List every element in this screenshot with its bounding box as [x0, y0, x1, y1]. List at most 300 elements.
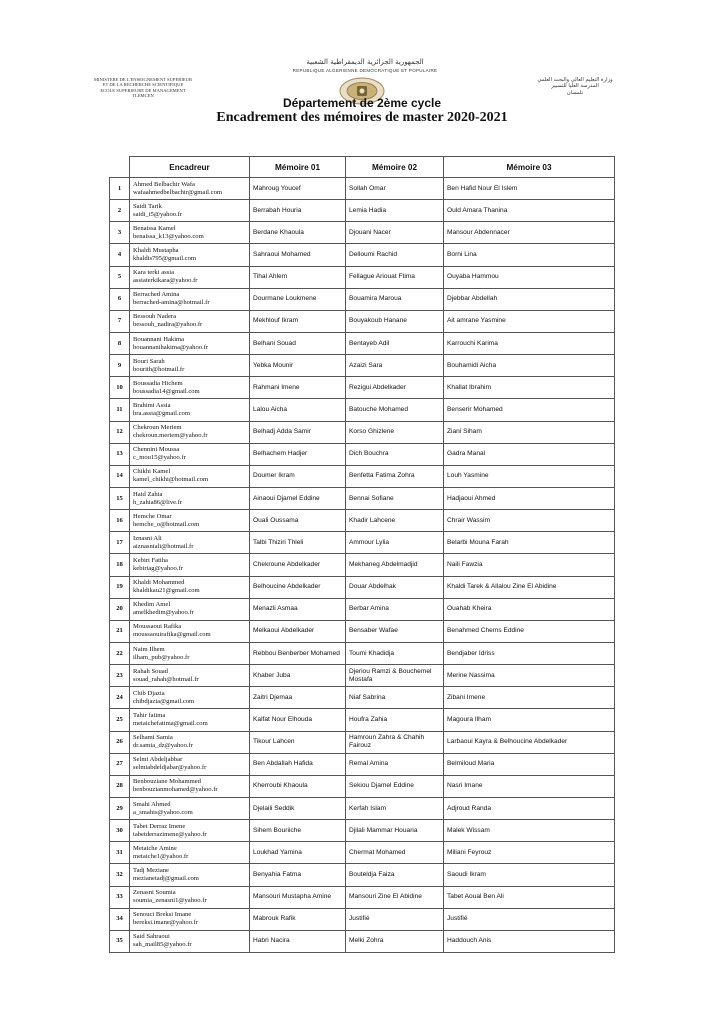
memoire-01-cell: Mansouri Mustapha Amine [250, 886, 346, 908]
row-number: 23 [110, 665, 130, 687]
supervisor-name: Kara terki assia [133, 269, 175, 277]
table-row [110, 864, 615, 886]
supervisor-email: sah_mail85@yahoo.fr [133, 941, 192, 949]
memoire-01-cell: Chekroune Abdelkader [250, 554, 346, 576]
supervisor-name: Haid Zahia [133, 490, 163, 498]
memoire-01-cell: Rahmani Imene [250, 377, 346, 399]
table-row [110, 842, 615, 864]
row-number: 13 [110, 443, 130, 465]
memoire-03-cell: Gadra Manal [444, 443, 615, 465]
supervisor-cell [130, 266, 250, 288]
supervisor-email: chekroun.meriem@yahoo.fr [133, 432, 208, 440]
memoire-02-cell: Azaizi Sara [346, 355, 444, 377]
memoire-02-cell: Rezigui Abdelkader [346, 377, 444, 399]
memoire-01-cell: Zaitri Djemaa [250, 687, 346, 709]
row-number: 27 [110, 753, 130, 775]
supervisor-email: souad_rahah@hotmail.fr [133, 675, 199, 683]
memoire-03-cell: Khallat Ibrahim [444, 377, 615, 399]
supervisor-email: bourith@hotmail.fr [133, 365, 185, 373]
memoire-02-cell: Toumi Khadidja [346, 642, 444, 664]
memoire-01-cell: Lalou Aicha [250, 399, 346, 421]
supervisor-name: Tabet Derraz Imene [133, 822, 186, 830]
memoire-01-cell: Belhani Souad [250, 332, 346, 354]
supervisor-name: Boussadia Hichem [133, 379, 183, 387]
memoire-03-cell: Belarbi Mouna Farah [444, 532, 615, 554]
memoire-01-cell: Mahroug Youcef [250, 178, 346, 200]
table-header-row [110, 157, 615, 178]
supervisor-cell [130, 908, 250, 930]
header-right-line: وزارة التعليم العالي والبحث العلمي [537, 77, 613, 83]
supervisor-cell [130, 222, 250, 244]
header-left-line: ECOLE SUPERIEURE DE MANAGEMENT [100, 87, 186, 93]
header-right-institution [500, 77, 650, 96]
supervisor-name: Bouri Sarah [133, 357, 165, 365]
header-encadreur: Encadreur [130, 157, 250, 178]
supervisor-name: Said Sahraoui [133, 933, 170, 941]
row-number: 17 [110, 532, 130, 554]
memoire-02-cell: Berbar Amina [346, 598, 444, 620]
memoire-03-cell: Chrair Wassim [444, 510, 615, 532]
memoire-03-cell: Borni Lina [444, 244, 615, 266]
memoire-02-cell: Niaf Sabrina [346, 687, 444, 709]
document-title: Encadrement des mémoires de master 2020-2021 [216, 110, 508, 125]
supervisor-email: kamel_chikhi@hotmail.com [133, 476, 209, 484]
supervisor-cell [130, 709, 250, 731]
header-left-line: MINISTERE DE L'ENSEIGNEMENT SUPERIEUR [93, 77, 193, 82]
supervisor-name: Chikhi Kamel [133, 468, 171, 476]
supervisor-email: dr.samia_dz@yahoo.fr [133, 742, 193, 750]
table-row [110, 421, 615, 443]
row-number: 28 [110, 775, 130, 797]
supervisor-name: Bessouh Nadera [133, 313, 177, 321]
table-row [110, 487, 615, 509]
memoire-01-cell: Khaber Juba [250, 665, 346, 687]
supervisor-email: saidi_t5@yahoo.fr [133, 210, 183, 218]
supervisor-name: Saidi Tarik [133, 202, 162, 210]
supervisor-cell [130, 886, 250, 908]
supervisor-email: bereksi.imane@yahoo.fr [133, 919, 199, 927]
supervisor-name: Zenasni Soumia [133, 889, 176, 897]
supervisor-email: a_smahis@yahoo.com [133, 808, 193, 816]
memoire-02-cell: Remal Amina [346, 753, 444, 775]
memoire-01-cell: Kherroubi Khaoula [250, 775, 346, 797]
supervisor-name: Bouannani Hakima [133, 335, 185, 343]
table-row [110, 598, 615, 620]
memoire-02-cell: Sekiou Djamel Eddine [346, 775, 444, 797]
memoire-03-cell: Nasri Imane [444, 775, 615, 797]
supervisor-name: Khaldi Mustapha [133, 246, 179, 254]
header-memoire-02: Mémoire 02 [346, 157, 444, 178]
memoire-01-cell: Yebka Mounir [250, 355, 346, 377]
memoire-02-cell: Delloumi Rachid [346, 244, 444, 266]
supervisor-name: Benaissa Kamel [133, 224, 176, 232]
memoire-01-cell: Sahraoui Mohamed [250, 244, 346, 266]
supervisor-email: bra.assia@gmail.com [133, 409, 190, 417]
table-row [110, 930, 615, 952]
table-row [110, 178, 615, 200]
memoire-03-cell: Zibani Imene [444, 687, 615, 709]
supervisor-email: bessouh_nadira@yahoo.fr [133, 321, 203, 329]
memoire-02-cell: Korso Ghizlene [346, 421, 444, 443]
row-number: 8 [110, 332, 130, 354]
supervisor-email: kebiriag@yahoo.fr [133, 564, 183, 572]
memoire-01-cell: Rebbou Benberber Mohamed [250, 642, 346, 664]
memoire-02-cell: Lemia Hadia [346, 200, 444, 222]
memoire-03-cell: Malek Wissam [444, 820, 615, 842]
memoire-02-cell: Khadir Lahcene [346, 510, 444, 532]
memoire-03-cell: Larbaoui Kayra & Belhoucine Abdelkader [444, 731, 615, 753]
memoire-03-cell: Saoudi Ikram [444, 864, 615, 886]
memoire-03-cell: Tabet Aoual Ben Ali [444, 886, 615, 908]
table-row [110, 820, 615, 842]
table-row [110, 554, 615, 576]
supervisor-name: Moussaoui Rafika [133, 623, 182, 631]
memoire-01-cell: Mekhlouf Ikram [250, 310, 346, 332]
supervisor-name: Hemche Omar [133, 512, 172, 520]
memoire-01-cell: Belhadj Adda Samir [250, 421, 346, 443]
department-heading: Département de 2ème cycle [282, 96, 442, 110]
supervisor-cell [130, 842, 250, 864]
table-row [110, 355, 615, 377]
memoire-03-cell: Louh Yasmine [444, 465, 615, 487]
memoire-02-cell: Mekhaneg Abdelmadjid [346, 554, 444, 576]
table-row [110, 222, 615, 244]
supervisor-name: Iznasni Ali [133, 534, 162, 542]
memoire-01-cell: Belhachem Hadjer [250, 443, 346, 465]
table-row [110, 642, 615, 664]
memoire-02-cell: Justifié [346, 908, 444, 930]
table-row [110, 310, 615, 332]
header-right-line: تلمسان [566, 89, 584, 96]
supervisor-cell [130, 421, 250, 443]
memoire-03-cell: Justifié [444, 908, 615, 930]
memoire-01-cell: Habri Nacira [250, 930, 346, 952]
row-number: 12 [110, 421, 130, 443]
supervisor-cell [130, 510, 250, 532]
header-memoire-01: Mémoire 01 [250, 157, 346, 178]
row-number: 33 [110, 886, 130, 908]
supervisor-cell [130, 332, 250, 354]
table-row [110, 377, 615, 399]
row-number: 11 [110, 399, 130, 421]
supervisor-name: Tadj Meziane [133, 866, 169, 874]
memoire-02-cell: Bensaber Wafae [346, 620, 444, 642]
memoire-03-cell: Ouyaba Hammou [444, 266, 615, 288]
memoire-03-cell: Hadjaoui Ahmed [444, 487, 615, 509]
memoire-01-cell: Tihal Ahlem [250, 266, 346, 288]
memoire-01-cell: Sihem Bouriiche [250, 820, 346, 842]
memoire-03-cell: Miliani Feyrouz [444, 842, 615, 864]
memoire-01-cell: Loukhad Yamina [250, 842, 346, 864]
supervisor-email: metaiche1@yahoo.fr [133, 852, 189, 860]
row-number: 34 [110, 908, 130, 930]
supervisor-cell [130, 576, 250, 598]
memoire-01-cell: Berdane Khaoula [250, 222, 346, 244]
supervisor-cell [130, 178, 250, 200]
memoire-03-cell: Djebbar Abdellah [444, 288, 615, 310]
table-row [110, 510, 615, 532]
memoire-03-cell: Ouahab Kheira [444, 598, 615, 620]
supervisor-name: Chekroun Meriem [133, 424, 182, 432]
supervisor-email: hemche_o@hotmail.com [133, 520, 200, 528]
memoire-01-cell: Belhoucine Abdelkader [250, 576, 346, 598]
row-number: 31 [110, 842, 130, 864]
memoire-01-cell: Ouali Oussama [250, 510, 346, 532]
memoire-03-cell: Adjroud Randa [444, 797, 615, 819]
header-french-republic: REPUBLIQUE ALGERIENNE DEMOCRATIQUE ET POPULAIRE [292, 68, 438, 73]
table-body [110, 178, 615, 953]
header-memoire-03: Mémoire 03 [444, 157, 615, 178]
supervisor-name: Brahimi Assia [133, 401, 171, 409]
row-number: 3 [110, 222, 130, 244]
memoire-01-cell: Dourmane Loukmene [250, 288, 346, 310]
supervisor-email: tabetderrazimene@yahoo.fr [133, 830, 207, 838]
supervisor-name: Khedim Amel [133, 601, 171, 609]
supervisor-cell [130, 731, 250, 753]
row-number: 15 [110, 487, 130, 509]
table-row [110, 399, 615, 421]
supervisor-cell [130, 930, 250, 952]
supervisor-cell [130, 665, 250, 687]
memoire-01-cell: Ainaoui Djamel Eddine [250, 487, 346, 509]
memoire-03-cell: Merine Nassima [444, 665, 615, 687]
supervisor-name: Khaldi Mohammed [133, 579, 185, 587]
table-row [110, 908, 615, 930]
supervisor-name: Smahi Ahmed [133, 800, 171, 808]
header-left-line: ET DE LA RECHERCHE SCIENTIFIQUE [102, 82, 184, 88]
supervisor-name: Kebiri Fatiha [133, 556, 168, 564]
memoire-01-cell: Talbi Thiziri Thleli [250, 532, 346, 554]
supervisor-cell [130, 554, 250, 576]
supervisor-cell [130, 200, 250, 222]
row-number: 22 [110, 642, 130, 664]
header-blank-cell [110, 157, 130, 178]
memoire-02-cell: Dich Bouchra [346, 443, 444, 465]
memoire-03-cell: Belmiloud Maria [444, 753, 615, 775]
memoire-03-cell: Benserir Mohamed [444, 399, 615, 421]
supervisor-name: Senouci Breksi Imane [133, 911, 192, 919]
memoire-03-cell: Bouhamidi Aicha [444, 355, 615, 377]
supervisor-cell [130, 687, 250, 709]
memoire-03-cell: Ben Hafid Nour El Islem [444, 178, 615, 200]
memoire-02-cell: Batouche Mohamed [346, 399, 444, 421]
header-arabic-republic: الجمهورية الجزائرية الديمقراطية الشعبية [306, 58, 424, 66]
memoire-02-cell: Djouani Nacer [346, 222, 444, 244]
supervisor-cell [130, 642, 250, 664]
memoire-01-cell: Melkaoui Abdelkader [250, 620, 346, 642]
memoire-02-cell: Melki Zohra [346, 930, 444, 952]
row-number: 16 [110, 510, 130, 532]
supervisor-email: c_mou15@yahoo.fr [133, 454, 186, 462]
row-number: 19 [110, 576, 130, 598]
table-row [110, 288, 615, 310]
memoire-01-cell: Djelaili Seddik [250, 797, 346, 819]
supervisor-name: Selhami Samia [133, 734, 173, 742]
supervisor-cell [130, 377, 250, 399]
row-number: 9 [110, 355, 130, 377]
supervisor-name: Ahmed Belbachir Wafa [133, 180, 195, 188]
row-number: 10 [110, 377, 130, 399]
memoire-03-cell: Ait amrane Yasmine [444, 310, 615, 332]
supervisor-cell [130, 310, 250, 332]
supervisor-email: mezianetadj@gmail.com [133, 874, 199, 882]
row-number: 6 [110, 288, 130, 310]
row-number: 18 [110, 554, 130, 576]
row-number: 25 [110, 709, 130, 731]
memoire-02-cell: Mansouri Zine El Abidine [346, 886, 444, 908]
row-number: 24 [110, 687, 130, 709]
table-row [110, 576, 615, 598]
supervisor-name: Rahah Souad [133, 667, 168, 675]
memoire-02-cell: Sollah Omar [346, 178, 444, 200]
supervisor-cell [130, 620, 250, 642]
row-number: 4 [110, 244, 130, 266]
memoire-02-cell: Fellague Ariouat Ftima [346, 266, 444, 288]
memoire-03-cell: Bendjaber Idriss [444, 642, 615, 664]
row-number: 29 [110, 797, 130, 819]
memoire-01-cell: Ben Abdallah Hafida [250, 753, 346, 775]
supervisor-email: khaldikau21@gmail.com [133, 587, 200, 595]
supervisor-email: ilham_pub@yahoo.fr [133, 653, 190, 661]
memoire-03-cell: Ziani Siham [444, 421, 615, 443]
supervisor-email: soumia_zenasni1@yahoo.fr [133, 897, 207, 905]
memoire-01-cell: Benyahia Fatma [250, 864, 346, 886]
row-number: 26 [110, 731, 130, 753]
row-number: 2 [110, 200, 130, 222]
table-row [110, 753, 615, 775]
table-row [110, 709, 615, 731]
supervisor-cell [130, 288, 250, 310]
supervisor-name: Chennini Moussa [133, 446, 180, 454]
supervisor-cell [130, 598, 250, 620]
memoire-01-cell: Doumer Ikram [250, 465, 346, 487]
memoire-01-cell: Tikour Lahcen [250, 731, 346, 753]
supervisor-name: Tahir fatima [133, 711, 166, 719]
supervisor-name: Chib Djazia [133, 689, 165, 697]
supervisor-email: boussadia14@gmail.com [133, 387, 200, 395]
supervisor-email: benbouzianmohamed@yahoo.fr [133, 786, 218, 794]
row-number: 35 [110, 930, 130, 952]
row-number: 32 [110, 864, 130, 886]
memoire-02-cell: Bentayeb Adil [346, 332, 444, 354]
table-row [110, 266, 615, 288]
header-left-line: TLEMCEN [132, 93, 154, 99]
row-number: 30 [110, 820, 130, 842]
table-row [110, 244, 615, 266]
row-number: 14 [110, 465, 130, 487]
memoire-01-cell: Mabrouk Rafik [250, 908, 346, 930]
memoire-01-cell: Menazli Asmaa [250, 598, 346, 620]
memoire-02-cell: Bouamira Maroua [346, 288, 444, 310]
supervisor-cell [130, 244, 250, 266]
table-row [110, 200, 615, 222]
memoire-02-cell: Douar Abdelhak [346, 576, 444, 598]
supervisor-cell [130, 753, 250, 775]
memoire-02-cell: Hamroun Zahra & Chahih Fairouz [346, 731, 444, 753]
memoire-03-cell: Khaldi Tarek & Allalou Zine El Abidine [444, 576, 615, 598]
memoire-02-cell: Bouyakoub Hanane [346, 310, 444, 332]
table-row [110, 443, 615, 465]
supervision-table [109, 156, 615, 953]
supervisor-email: bouannanihakima@yahoo.fr [133, 343, 209, 351]
supervisor-email: khaldis795@gmail.com [133, 254, 197, 262]
table-row [110, 665, 615, 687]
supervisor-email: benaissa_k13@yahoo.com [133, 232, 204, 240]
supervisor-cell [130, 399, 250, 421]
supervisor-email: selmiabdeldjabar@yahoo.fr [133, 764, 207, 772]
supervisor-email: assiaterkikara@yahoo.fr [133, 277, 198, 285]
supervisor-name: Selmi Abdeljabbar [133, 756, 183, 764]
row-number: 20 [110, 598, 130, 620]
table-row [110, 465, 615, 487]
supervisor-name: Berrached Amina [133, 291, 180, 299]
memoire-02-cell: Benfetta Fatima Zohra [346, 465, 444, 487]
row-number: 7 [110, 310, 130, 332]
memoire-03-cell: Karrouchi Karima [444, 332, 615, 354]
memoire-03-cell: Haddouch Anis [444, 930, 615, 952]
table-row [110, 775, 615, 797]
supervisor-cell [130, 775, 250, 797]
table-row [110, 532, 615, 554]
supervisor-cell [130, 864, 250, 886]
memoire-02-cell: Houfra Zahia [346, 709, 444, 731]
supervisor-email: wafaahmedbelbachir@gmail.com [133, 188, 223, 196]
supervisor-email: moussaouirafika@gmail.com [133, 631, 211, 639]
memoire-03-cell: Benahmed Chems Eddine [444, 620, 615, 642]
memoire-01-cell: Kalfat Nour Elhouda [250, 709, 346, 731]
memoire-03-cell: Naili Fawzia [444, 554, 615, 576]
supervisor-email: berrached-amina@hotmail.fr [133, 299, 210, 307]
supervisor-cell [130, 443, 250, 465]
memoire-02-cell: Bouteldja Faiza [346, 864, 444, 886]
table-row [110, 687, 615, 709]
memoire-01-cell: Berrabah Houria [250, 200, 346, 222]
table-row [110, 797, 615, 819]
row-number: 1 [110, 178, 130, 200]
supervisor-email: amelkhedim@yahoo.fr [133, 609, 194, 617]
supervisor-email: aiznasniali@hotmail.fr [133, 542, 194, 550]
memoire-03-cell: Mansour Abdennacer [444, 222, 615, 244]
supervisor-cell [130, 355, 250, 377]
table-row [110, 886, 615, 908]
supervisor-cell [130, 532, 250, 554]
supervisor-cell [130, 797, 250, 819]
supervisor-name: Naim Ilhem [133, 645, 165, 653]
memoire-02-cell: Kerfah Islam [346, 797, 444, 819]
supervisor-name: Metaiche Amine [133, 844, 177, 852]
supervisor-cell [130, 820, 250, 842]
memoire-03-cell: Magoura Ilham [444, 709, 615, 731]
supervisor-email: chibdjazia@gmail.com [133, 697, 195, 705]
table-row [110, 731, 615, 753]
row-number: 21 [110, 620, 130, 642]
memoire-03-cell: Ould Amara Thanina [444, 200, 615, 222]
table-row [110, 620, 615, 642]
supervisor-name: Benbouziane Mohammed [133, 778, 201, 786]
table-row [110, 332, 615, 354]
memoire-02-cell: Ammour Lylia [346, 532, 444, 554]
header-right-line: المدرسة العليا للتسيير [551, 83, 599, 90]
row-number: 5 [110, 266, 130, 288]
supervisor-cell [130, 465, 250, 487]
supervisor-cell [130, 487, 250, 509]
memoire-02-cell: Bennai Sofiane [346, 487, 444, 509]
supervisor-email: h_zahia86@live.fr [133, 498, 183, 506]
memoire-02-cell: Djeriou Ramzi & Bouchemel Mostafa [346, 665, 444, 687]
memoire-02-cell: Djilali Mammar Houaria [346, 820, 444, 842]
memoire-02-cell: Chermat Mohamed [346, 842, 444, 864]
supervisor-email: metaichefatima@gmail.com [133, 719, 208, 727]
